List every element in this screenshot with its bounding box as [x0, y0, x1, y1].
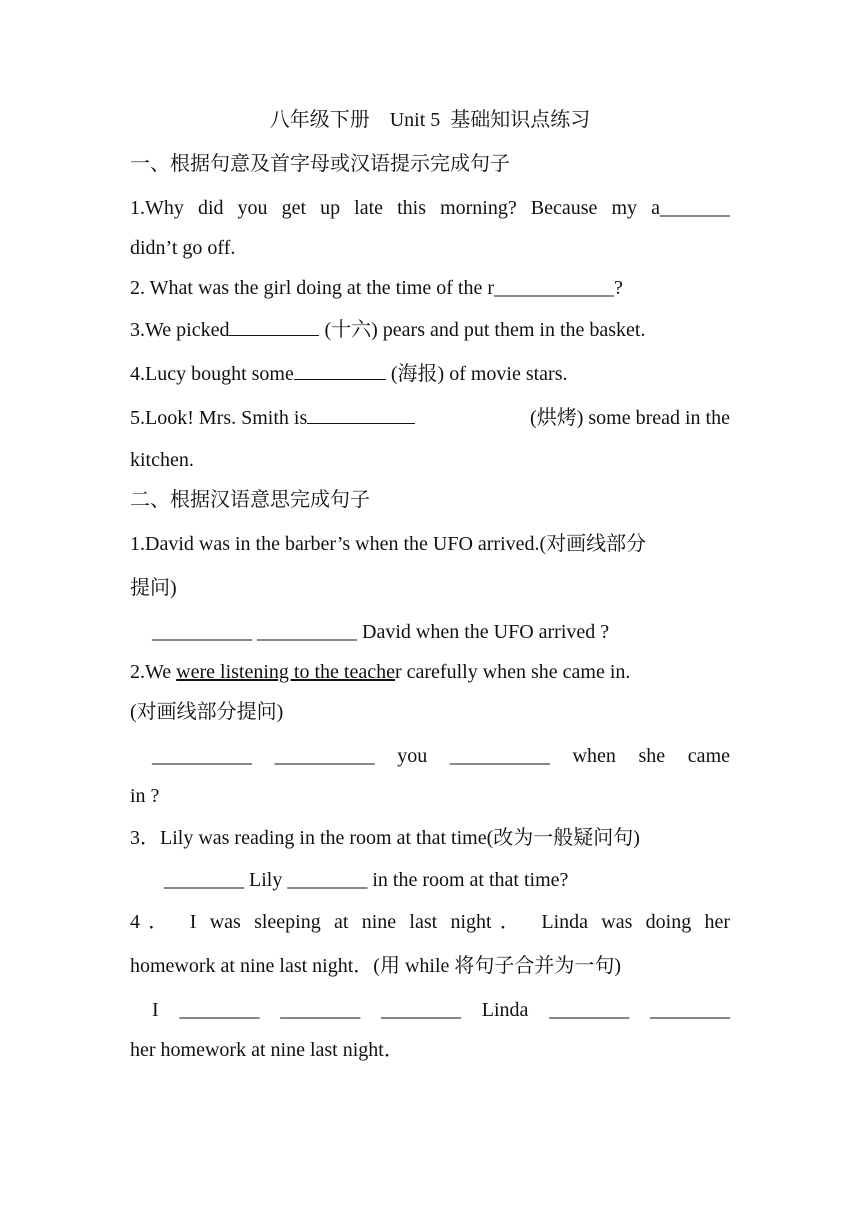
s1-q4-blank[interactable] — [294, 361, 386, 380]
s1-q4-prefix: 4.Lucy bought some — [130, 363, 294, 385]
s2-question-2-line3: __________ __________ you __________ when she came — [152, 745, 730, 767]
s2-question-4-line3: I ________ ________ ________ Linda ________ ________ — [152, 999, 730, 1021]
section2-heading: 二、根据汉语意思完成句子 — [130, 489, 370, 511]
s2-question-4-line2: homework at nine last night．(用 while 将句子合并为一句) — [130, 955, 622, 977]
s1-q3-blank[interactable] — [229, 317, 319, 336]
s1-q3-suffix: (十六) pears and put them in the basket. — [319, 319, 646, 341]
s1-question-1-line2: didn’t go off. — [130, 237, 236, 259]
page-title: 八年级下册 Unit 5 基础知识点练习 — [269, 109, 591, 131]
worksheet-page — [130, 100, 730, 1070]
s1-q4-suffix: (海报) of movie stars. — [385, 363, 568, 385]
s2-question-1-line3: __________ __________ David when the UFO arrived ? — [152, 621, 610, 643]
s2-question-1-line2: 提问) — [130, 577, 177, 599]
s1-question-5-line2: kitchen. — [130, 449, 194, 471]
s1-question-3 — [130, 310, 730, 350]
s2-question-3-line1: 3．Lily was reading in the room at that time(改为一般疑问句) — [130, 827, 640, 849]
s2-question-4-line1: 4． I was sleeping at nine last night． Linda was doing her — [130, 911, 730, 933]
s1-q5-suffix: (烘烤) some bread in the — [530, 407, 730, 429]
s2-q2-prefix: 2.We — [130, 661, 177, 683]
s2-question-2-line1 — [130, 652, 730, 692]
s2-q2-underlined: were listening to the teache — [176, 661, 395, 683]
s1-q5-prefix: 5.Look! Mrs. Smith is — [130, 407, 308, 429]
s1-q3-prefix: 3.We picked — [130, 319, 230, 341]
s2-question-4-line4: her homework at nine last night． — [130, 1039, 404, 1061]
s1-question-2: 2. What was the girl doing at the time of the r____________? — [130, 277, 623, 299]
s2-q2-suffix: r carefully when she came in. — [394, 661, 631, 683]
s2-question-2-line2: (对画线部分提问) — [130, 701, 284, 723]
s1-question-5-line1 — [130, 398, 730, 438]
s1-question-1-line1: 1.Why did you get up late this morning? Because my a_______ — [130, 197, 730, 219]
s2-question-1-line1: 1.David was in the barber’s when the UFO arrived.(对画线部分 — [130, 533, 647, 555]
section1-heading: 一、根据句意及首字母或汉语提示完成句子 — [130, 153, 510, 175]
s1-q5-blank[interactable] — [307, 405, 415, 424]
s2-question-3-line2: ________ Lily ________ in the room at that time? — [164, 869, 569, 891]
s2-question-2-line4: in ? — [130, 785, 160, 807]
s1-question-4 — [130, 354, 730, 394]
